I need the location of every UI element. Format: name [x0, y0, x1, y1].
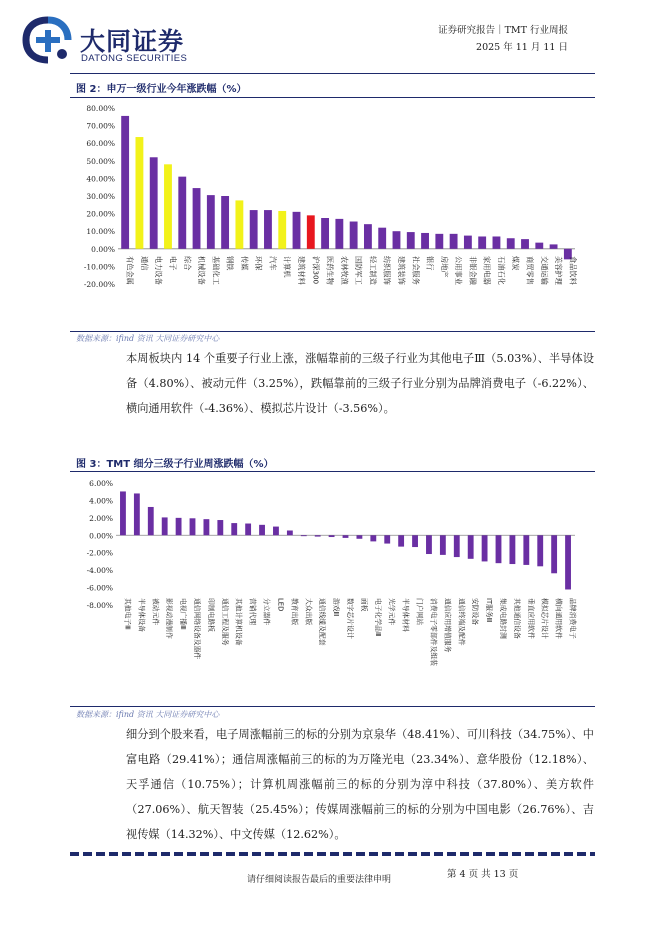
- figure-2-svg: [70, 100, 595, 330]
- fig2-bar: [264, 210, 272, 249]
- fig3-ytick-label: -6.00%: [86, 583, 113, 593]
- fig3-ytick-label: 2.00%: [89, 513, 113, 523]
- fig2-bar: [135, 137, 143, 249]
- fig3-bar: [231, 523, 237, 535]
- fig2-bar: [478, 236, 486, 248]
- fig3-bar: [120, 491, 126, 535]
- fig2-bar: [450, 234, 458, 249]
- figure-2-source: 数据来源：ifind 资讯 大同证券研究中心: [76, 334, 220, 343]
- fig3-category-label: 通信网络设备及器件: [193, 598, 201, 660]
- fig3-category-label: 电视广播Ⅲ: [179, 598, 188, 630]
- figure-2-title: 图 2：申万一级行业今年涨跌幅（%）: [76, 84, 247, 95]
- paragraph-2-text: 细分到个股来看，电子周涨幅前三的标的分别为京泉华（48.41%）、可川科技（34.75%）、中富电路（29.41%）；通信周涨幅前三的标的为万隆光电（23.34%）、意华股份（12.18%）、天孚通信（10.75%）；计算机周涨幅前三的标的分别为淳中科技（37.80%）、美方软件（27.06%）、航天智装（25.45%）；传媒周涨幅前三的标的分别为中国电影（26.76%）、吉视传媒（14.32%）、中文传媒（12.62%）。: [126, 728, 594, 841]
- fig2-ytick-label: 10.00%: [86, 227, 115, 237]
- fig3-category-label: 数字芯片设计: [346, 598, 354, 639]
- fig2-bar: [335, 219, 343, 249]
- fig3-category-label: 横向通用软件: [554, 598, 563, 639]
- fig2-category-label: 环保: [254, 256, 264, 271]
- fig2-category-label: 有色金属: [125, 256, 135, 285]
- fig3-bar: [343, 535, 349, 538]
- fig3-category-label: 通信应用增值服务: [443, 598, 452, 653]
- report-date: 2025 年 11 月 11 日: [476, 42, 568, 53]
- fig2-bar: [350, 222, 358, 249]
- fig2-ytick-label: 40.00%: [86, 174, 115, 184]
- fig2-ytick-label: -20.00%: [83, 280, 115, 289]
- fig2-bar: [293, 212, 301, 249]
- fig2-bar: [507, 238, 515, 249]
- fig3-category-label: 半导体材料: [401, 598, 410, 632]
- fig2-category-label: 纺织服饰: [382, 256, 392, 285]
- logo-mark-icon: [22, 16, 74, 64]
- fig2-bar: [164, 164, 172, 248]
- fig3-bar: [176, 518, 182, 535]
- company-logo: [22, 16, 212, 66]
- fig3-bar: [190, 518, 196, 535]
- fig2-category-label: 国防军工: [354, 256, 364, 285]
- fig2-category-label: 综合: [182, 256, 192, 271]
- fig2-category-label: 汽车: [268, 256, 278, 271]
- fig2-bar: [535, 243, 543, 249]
- fig2-category-label: 非银金融: [468, 256, 478, 285]
- fig2-category-label: 社会服务: [411, 256, 421, 285]
- figure-3-title: 图 3：TMT 细分三级子行业周涨跌幅（%）: [76, 459, 274, 470]
- fig2-category-label: 轻工制造: [368, 256, 378, 285]
- fig3-bar: [412, 535, 418, 547]
- fig3-bar: [454, 535, 460, 557]
- fig3-bar: [273, 527, 279, 536]
- fig2-bar: [435, 234, 443, 249]
- fig3-category-label: 教育出版: [290, 598, 299, 626]
- fig3-bar: [482, 535, 488, 561]
- figure-3-svg: [70, 474, 595, 704]
- fig3-bar: [148, 507, 154, 535]
- fig3-bar: [245, 524, 251, 536]
- fig3-category-label: 品牌消费电子: [568, 598, 577, 639]
- fig2-bar: [207, 195, 215, 249]
- fig2-ytick-label: 0.00%: [91, 244, 115, 254]
- fig3-category-label: 被动元件: [151, 598, 160, 626]
- fig3-category-label: 其他计算机设备: [234, 598, 243, 646]
- fig3-ytick-label: 4.00%: [89, 496, 113, 506]
- fig3-bar: [440, 535, 446, 555]
- fig3-category-label: IT服务Ⅲ: [485, 598, 494, 623]
- fig3-bar: [523, 535, 529, 565]
- fig3-ytick-label: -8.00%: [86, 601, 113, 610]
- fig3-category-label: 通信线缆及配套: [318, 598, 327, 646]
- fig2-bar: [464, 236, 472, 249]
- figure-3-bottom-rule: [70, 706, 595, 707]
- fig2-bar: [150, 157, 158, 249]
- fig2-bar: [178, 177, 186, 249]
- fig2-category-label: 计算机: [282, 256, 292, 278]
- figure-3-source: 数据来源：ifind 资讯 大同证券研究中心: [76, 710, 220, 719]
- fig2-category-label: 机械设备: [197, 256, 207, 285]
- fig2-category-label: 石油石化: [496, 256, 506, 285]
- fig3-category-label: 营销代理: [248, 598, 257, 626]
- paragraph-1-text: 本周板块内 14 个重要子行业上涨，涨幅靠前的三级子行业为其他电子Ⅲ（5.03%）、半导体设备（4.80%）、被动元件（3.25%），跌幅靠前的三级子行业分别为品牌消费电子（-6.22%）、横向通用软件（-4.36%）、模拟芯片设计（-3.56%）。: [126, 352, 594, 415]
- fig2-ytick-label: 20.00%: [86, 209, 115, 219]
- fig2-bar: [250, 210, 258, 249]
- fig2-category-label: 医药生物: [325, 256, 335, 285]
- report-type: 证券研究报告｜TMT 行业周报: [438, 25, 568, 36]
- fig3-category-label: 面板: [359, 598, 368, 612]
- fig3-bar: [259, 525, 265, 535]
- header-meta: [438, 22, 568, 56]
- figure-2-bottom-rule: [70, 331, 595, 332]
- fig2-ytick-label: 50.00%: [86, 156, 115, 166]
- footer-legal-note: 请仔细阅读报告最后的重要法律申明: [247, 875, 392, 885]
- fig2-category-label: 钢铁: [225, 256, 235, 271]
- fig2-category-label: 建筑材料: [297, 256, 307, 285]
- fig2-ytick-label: 60.00%: [86, 139, 115, 149]
- fig3-category-label: 电子化学品Ⅲ: [373, 598, 382, 637]
- fig2-bar: [221, 196, 229, 249]
- fig2-category-label: 食品饮料: [568, 256, 578, 285]
- fig2-bar: [421, 233, 429, 249]
- fig2-ytick-label: 80.00%: [86, 104, 115, 113]
- fig3-bar: [301, 535, 307, 536]
- fig2-category-label: 交通运输: [539, 256, 549, 285]
- fig3-bar: [537, 535, 543, 566]
- fig3-bar: [134, 493, 140, 535]
- fig2-bar: [407, 232, 415, 249]
- figure-3-chart: [70, 474, 595, 704]
- fig2-bar: [307, 215, 315, 248]
- fig3-bar: [468, 535, 474, 559]
- fig2-category-label: 房地产: [439, 256, 449, 278]
- fig3-category-label: 垂直应用软件: [526, 598, 535, 639]
- fig3-category-label: 通信工程及服务: [220, 598, 229, 646]
- fig3-ytick-label: -4.00%: [86, 566, 113, 576]
- fig2-category-label: 银行: [425, 256, 435, 271]
- fig3-category-label: 其他电子Ⅲ: [123, 598, 132, 630]
- fig3-bar: [398, 535, 404, 546]
- fig2-bar: [378, 228, 386, 249]
- fig2-bar: [393, 231, 401, 249]
- fig2-category-label: 家用电器: [482, 256, 492, 285]
- figure-2-chart: [70, 100, 595, 330]
- fig3-category-label: 模拟芯片设计: [540, 598, 549, 639]
- fig3-category-label: 大众出版: [304, 598, 313, 626]
- fig2-bar: [364, 224, 372, 249]
- fig2-category-label: 公用事业: [454, 256, 464, 285]
- fig2-category-label: 电力设备: [154, 256, 164, 285]
- fig3-bar: [329, 535, 335, 537]
- fig3-ytick-label: 6.00%: [89, 479, 113, 488]
- fig3-ytick-label: 0.00%: [89, 531, 113, 541]
- fig3-category-label: 游戏Ⅲ: [332, 598, 341, 617]
- fig2-bar: [278, 211, 286, 249]
- fig2-bar: [521, 239, 529, 249]
- footer-page-number: 第 4 页 共 13 页: [447, 869, 519, 880]
- fig3-bar: [217, 520, 223, 535]
- paragraph-2: [104, 722, 594, 847]
- fig2-bar: [493, 236, 501, 248]
- fig2-ytick-label: -10.00%: [83, 262, 115, 272]
- fig3-ytick-label: -2.00%: [86, 548, 113, 558]
- fig2-category-label: 建筑装饰: [396, 256, 406, 285]
- fig3-bar: [384, 535, 390, 543]
- fig2-bar: [193, 188, 201, 249]
- fig3-bar: [162, 517, 168, 535]
- footer-dashed-rule: [70, 850, 595, 858]
- fig3-bar: [551, 535, 557, 573]
- fig3-bar: [509, 535, 515, 564]
- figure-2-top-rule: [70, 97, 595, 98]
- fig2-category-label: 商贸零售: [525, 256, 535, 285]
- fig3-bar: [203, 519, 209, 535]
- fig2-bar: [550, 244, 558, 248]
- fig3-category-label: 影视动漫制作: [165, 598, 174, 639]
- fig3-category-label: 安防设备: [471, 598, 480, 626]
- fig3-bar: [356, 535, 362, 538]
- fig3-category-label: 消费电子零部件及组装: [429, 598, 438, 666]
- fig3-bar: [315, 535, 321, 536]
- fig3-category-label: 半导体设备: [137, 598, 146, 632]
- fig2-category-label: 美容护理: [554, 256, 564, 285]
- fig3-bar: [426, 535, 432, 554]
- fig2-category-label: 沪深300: [311, 256, 321, 285]
- header-divider: [70, 73, 595, 74]
- logo-text-en: DATONG SECURITIES: [81, 53, 188, 64]
- fig3-category-label: 分立器件: [262, 598, 271, 626]
- fig2-ytick-label: 70.00%: [86, 121, 115, 131]
- fig2-category-label: 电子: [168, 256, 178, 271]
- fig2-bar: [235, 200, 243, 248]
- logo-text-cn: 大同证券: [80, 27, 185, 56]
- fig3-category-label: 光学元件: [387, 598, 396, 626]
- fig2-bar: [121, 116, 129, 249]
- fig2-ytick-label: 30.00%: [86, 192, 115, 201]
- fig3-category-label: 印制电路板: [206, 598, 215, 632]
- fig2-category-label: 煤炭: [511, 256, 521, 271]
- fig3-bar: [287, 530, 293, 535]
- fig3-category-label: 其他通信设备: [512, 598, 521, 639]
- fig2-category-label: 基础化工: [211, 256, 221, 285]
- fig3-bar: [496, 535, 502, 563]
- fig3-category-label: 门户网站: [415, 598, 424, 626]
- paragraph-1: [104, 346, 594, 421]
- fig3-category-label: LED: [276, 598, 285, 612]
- fig3-category-label: 通信终端及配件: [457, 598, 466, 646]
- fig3-bar: [370, 535, 376, 541]
- fig2-category-label: 通信: [139, 256, 149, 271]
- fig3-bar: [565, 535, 571, 589]
- fig2-category-label: 农林牧渔: [339, 256, 349, 285]
- figure-3-top-rule: [70, 471, 595, 472]
- fig2-category-label: 传媒: [239, 256, 249, 271]
- fig2-bar: [321, 218, 329, 249]
- fig3-category-label: 集成电路封测: [499, 598, 507, 639]
